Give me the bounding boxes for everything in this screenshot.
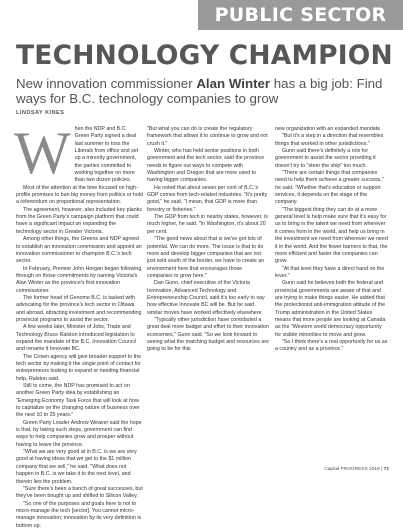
article-paragraph: "There are certain things that companies need to help them achieve a greater success," he said. "Whether that's education or support services, it depends on the stage of the company.	[275, 170, 384, 206]
deck	[16, 76, 396, 106]
article-paragraph: The agreement, however, also included key planks from the Green Party's campaign platform that could have a significant impact on expanding the technology sector in Greater Victoria.	[16, 206, 142, 235]
article-paragraph: "Sure there's been a bunch of great successes, but they've been bought up and shifted to Silicon Valley.	[16, 485, 143, 500]
article-paragraph: "So I think there's a real opportunity for us as a country and as a province."	[275, 338, 388, 353]
article-paragraph: Gunn said there's definitely a role for government to assist the sector providing it doesn't try to "steer the ship" too much.	[275, 148, 376, 169]
headline: TECHNOLOGY CHAMPION	[16, 40, 393, 71]
article-paragraph: Among other things, the Greens and NDP agreed to establish an innovation commission and appoint an innovation commissioner to champion B.C.'s tech sector.	[16, 236, 142, 265]
article-paragraph: He noted that about seven per cent of B.C.'s GDP comes from tech-related industries. "It's pretty good," he said. "I mean, that GDP is more than forestry or fisheries."	[147, 184, 268, 213]
deck-name: Alan Winter	[196, 76, 271, 91]
article-paragraph: Dan Gunn, chief executive of the Victoria Innovation, Advanced Technology and Entrepreneurship Council, said it's too early to say how effective Innovate BC will be. But he said similar moves have worked effectively elsewhere.	[147, 280, 265, 316]
article-paragraph: "But it's a step in a direction that resembles things that worked in other jurisdictions."	[275, 133, 384, 147]
article-paragraph: Gunn said he believes both the federal and provincial governments are aware of that and are trying to make things easier. He added that the protectionist anti-immigration attitude of the Trump administration in the United States means that more people are looking at Canada as the "Western world democracy opportunity for visible minorities to move and grow.	[275, 280, 386, 338]
article-paragraph: Still to come, the NDP has promised to act on another Green Party idea by establishing an "Emerging Economy Task Force that will look at how to capitalize on the changing nature of business over the next 10 to 25 years."	[16, 383, 140, 419]
footer-separator: |	[379, 467, 384, 472]
article-paragraph: Winter, who has held senior positions in both government and the tech sector, said the province needs to figure out ways to compete with Washington and Oregon that are more used to having bigger companies.	[147, 148, 265, 184]
article-paragraph: Most of the attention at the time focused on high-profile promises to ban big money from politics or hold a referendum on proportional representation.	[16, 184, 143, 206]
byline: LINDSAY KINES	[16, 110, 65, 116]
article-paragraph: A few weeks later, Minister of Jobs, Trade and Technology Bruce Ralston introduced legislation to expand the mandate of the B.C. Innovation Council and rename it Innovate BC.	[16, 324, 136, 353]
article-paragraph: new organization with an expanded mandate.	[275, 126, 382, 132]
article-paragraph: "So one of the purposes and goals here is not to micro-manage the tech [sector]. You cannot micro-manage innovation; innovation by its very definition is bottom up.	[16, 500, 142, 529]
article-column-3	[275, 126, 388, 354]
article-paragraph: hen the NDP and B.C. Green Party signed a deal last summer to toss the Liberals from office and set up a minority government, the parties committed to working together on more than two dozen policies.	[74, 126, 139, 184]
article-paragraph: Green Party Leader Andrew Weaver said the hope is that, by taking such steps, government can find ways to help companies grow and prosper without having to leave the province.	[16, 419, 142, 448]
article-paragraph: The Crown agency will give broader support to the tech sector by making it the single point of contact for entrepreneurs looking to expand or needing financial help, Ralston said.	[16, 353, 142, 382]
article-paragraph: "But what you can do is create the regulatory framework that allows it to continue to grow and not crush it."	[147, 126, 268, 147]
deck-post: has a big job: Find ways for B.C. technology companies to grow	[16, 76, 383, 106]
article-paragraph: "What we are very good at in B.C. is we are very good at having ideas that we get to the $1 million company that we sell," he said. "What does not happen in B.C. is we take it to the next level, and therein lies the problem.	[16, 449, 137, 485]
article-paragraph: "At that level they have a direct hand on the lever."	[275, 265, 385, 279]
article-paragraph: The GDP from tech in nearby states, however, is much higher, he said. "In Washington, it's about 20 per cent.	[147, 214, 268, 235]
article-column-2	[147, 126, 269, 354]
page-footer	[324, 467, 389, 472]
article-paragraph: "Typically other jurisdiction have contributed a great deal more budget and effort to their innovation economies," Gunn said. "So we look forward to seeing what the matching budget and resources are going to be for this	[147, 316, 269, 353]
page-number: 71	[383, 467, 389, 472]
deck-pre: New innovation commissioner	[16, 76, 197, 91]
article-column-1	[14, 120, 143, 530]
article-paragraph: The former head of Genome B.C. is tasked with advocating for the province's tech sector in Ottawa and abroad, attracting investment and recommending provincial programs to assist the sector.	[16, 294, 142, 323]
article-paragraph: In February, Premier John Horgan began following through on those commitments by naming Victoria's Alan Winter as the province's first innovation commissioner.	[16, 265, 142, 294]
drop-cap: W	[14, 120, 71, 186]
article-paragraph: "The good news about that is we've got lots of potential. We can do more. The issue is that to do more and develop bigger companies that are not just sold south of the border, we have to create an environment here that encourages those companies to grow here."	[147, 236, 265, 279]
publication-name: Capital PROGRESS 2018	[324, 467, 380, 472]
section-label: PUBLIC SECTOR	[198, 0, 403, 30]
article-paragraph: "The biggest thing they can do at a more general level is help make sure that it's easy for us to bring in the talent we need from wherever it comes from in the world, and help us bring in the investment we need from wherever we need it in the world. And the fewer barriers to that, the more efficient and faster the companies can grow.	[275, 206, 388, 265]
